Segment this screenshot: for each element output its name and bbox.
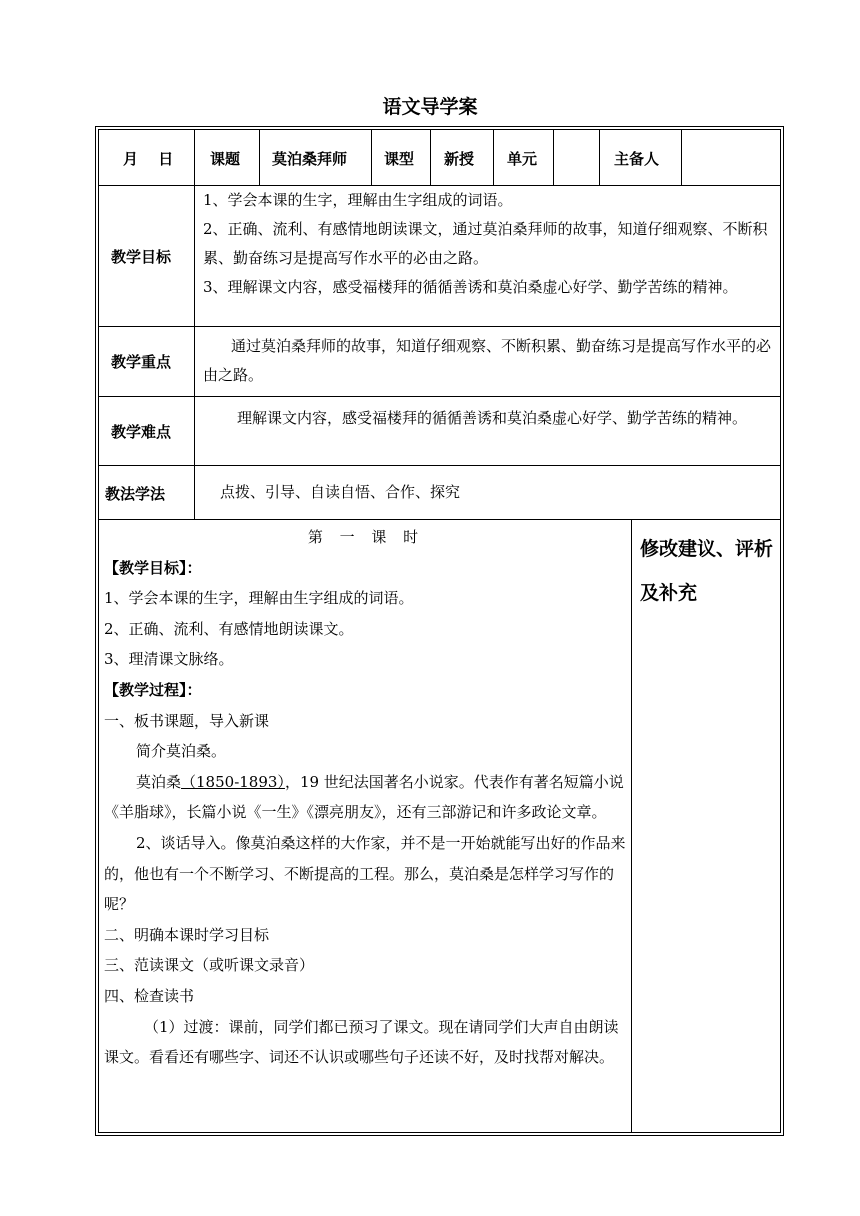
lesson-intro: 简介莫泊桑。 [136,742,227,761]
goals-text [203,186,777,302]
col-divider [631,519,632,1133]
key-points-text [203,332,777,390]
difficulty-content: 理解课文内容，感受福楼拜的循循善诱和莫泊桑虚心好学、勤学苦练的精神。 [237,409,748,427]
lesson-period: 第 一 课 时 [307,528,425,546]
bio-rest: ，19 世纪法国著名小说家。代表作有著名短篇小说《羊脂球》，长篇小说《一生》《漂亮朋友》，还有三部游记和许多政论文章。 [104,772,624,822]
lesson-talk: 2、谈话导入。像莫泊桑这样的大作家，并不是一开始就能写出好的作品来的，他也有一个不断学习、不断提高的工程。那么，莫泊桑是怎样学习写作的呢？ [104,833,626,914]
col-divider [430,129,431,186]
side-note-heading: 修改建议、评析及补充 [640,538,774,604]
goals-label: 教学目标 [111,248,172,266]
lesson-process-heading: 【教学过程】： [104,680,202,699]
col-divider [371,129,372,186]
lesson-step: 三、范读课文（或听课文录音） [104,956,315,975]
lesson-step: 四、检查读书 [104,986,195,1005]
lesson-bio [104,767,628,828]
difficulty-label: 教学难点 [111,423,172,441]
col-divider [493,129,494,186]
lesson-step: 二、明确本课时学习目标 [104,925,270,944]
col-divider [259,129,260,186]
type-value: 新授 [444,150,475,168]
row-divider [98,519,781,520]
difficulty-text [203,404,777,433]
row-divider [98,465,781,466]
col-divider [599,129,600,186]
bio-name: 莫泊桑 [136,772,182,791]
method-text: 点拨、引导、自读自悟、合作、探究 [220,483,461,501]
col-divider [681,129,682,186]
row-divider [98,326,781,327]
col-divider [194,129,195,186]
key-points-label: 教学重点 [111,353,172,371]
col-divider [553,129,554,186]
lesson-transition: （1）过渡：课前，同学们都已预习了课文。现在请同学们大声自由朗读课文。看看还有哪些字、词还不认识或哪些句子还读不好，及时找帮对解决。 [104,1017,619,1067]
lesson-step: 一、板书课题，导入新课 [104,711,270,730]
lesson-goal-item: 1、学会本课的生字，理解由生字组成的词语。 [104,589,414,608]
lesson-goals-heading: 【教学目标】： [104,558,202,577]
col-divider [194,465,195,520]
row-divider [98,396,781,397]
document-title: 语文导学案 [382,96,478,118]
goal-item: 2、正确、流利、有感情地朗读课文，通过莫泊桑拜师的故事，知道仔细观察、不断积累、勤奋练习是提高写作水平的必由之路。 [203,220,768,267]
lesson-body [104,522,628,1073]
goal-item: 3、理解课文内容，感受福楼拜的循循善诱和莫泊桑虚心好学、勤学苦练的精神。 [203,278,738,296]
topic-label: 课题 [210,150,241,168]
lesson-goal-item: 3、理清课文脉络。 [104,650,234,669]
date-label: 月 日 [123,150,174,168]
col-divider [194,185,195,466]
type-label: 课型 [384,150,415,168]
author-label: 主备人 [614,150,660,168]
unit-label: 单元 [507,150,538,168]
method-label: 教法学法 [105,485,166,503]
bio-years: （1850-1893） [181,772,285,791]
key-points-content: 通过莫泊桑拜师的故事，知道仔细观察、不断积累、勤奋练习是提高写作水平的必由之路。 [203,337,772,384]
goal-item: 1、学会本课的生字，理解由生字组成的词语。 [203,191,513,209]
topic-value: 莫泊桑拜师 [272,150,348,168]
lesson-goal-item: 2、正确、流利、有感情地朗读课文。 [104,619,354,638]
